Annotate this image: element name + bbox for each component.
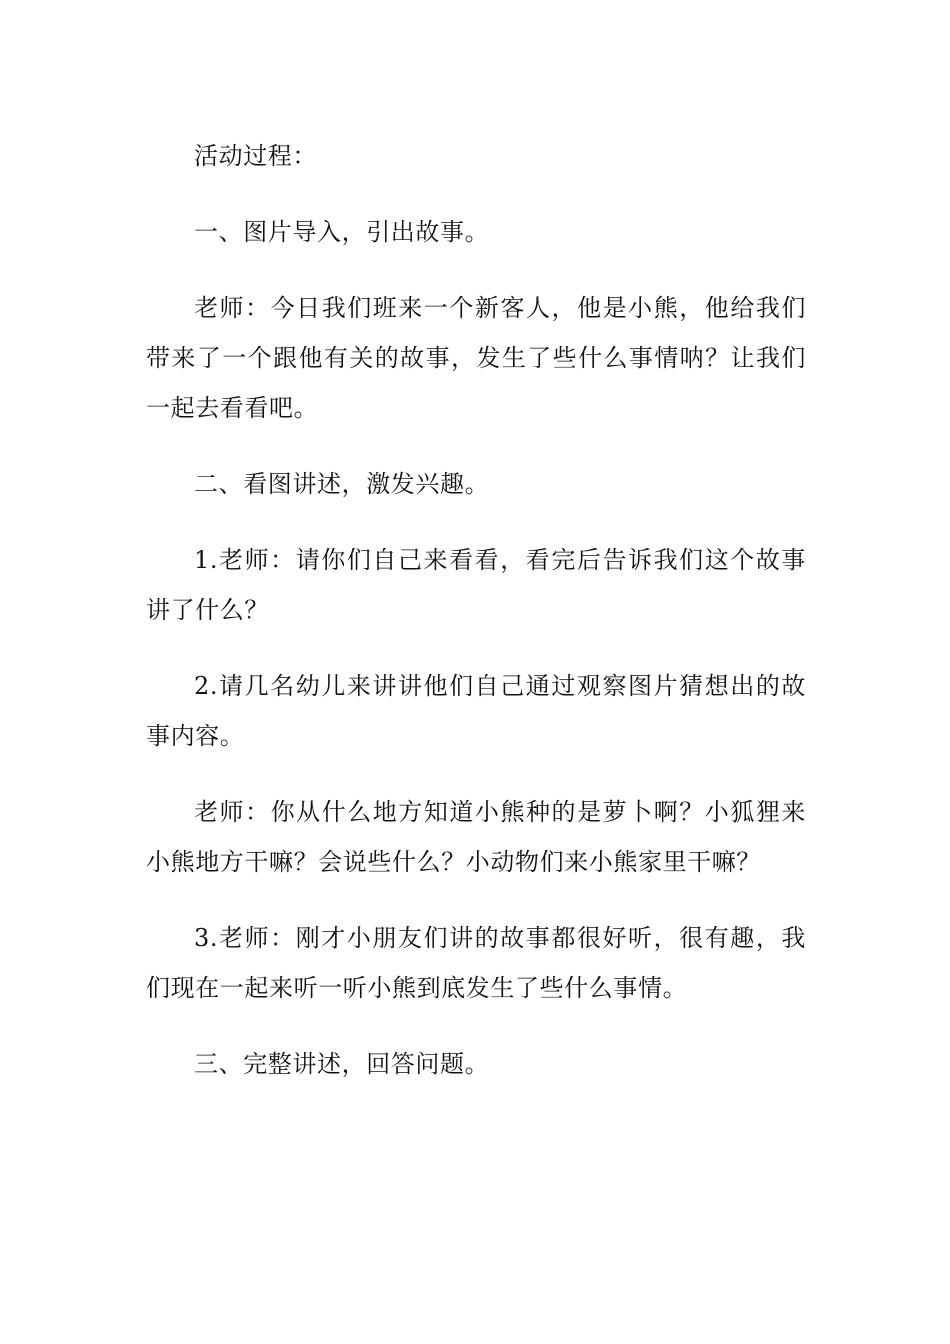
paragraph-teacher-questions: 老师：你从什么地方知道小熊种的是萝卜啊？小狐狸来小熊地方干嘛？会说些什么？小动物们来小熊家里干嘛？ [146,798,806,876]
document-body [146,131,806,1089]
paragraph-step-3: 3.老师：刚才小朋友们讲的故事都很好听，很有趣，我们现在一起来听一听小熊到底发生了些什么事情。 [146,924,806,1002]
section-heading-activity-process: 活动过程： [194,142,317,170]
paragraph-step-2: 2.请几名幼儿来讲讲他们自己通过观察图片猜想出的故事内容。 [146,672,806,750]
paragraph-step-1: 1.老师：请你们自己来看看，看完后告诉我们这个故事讲了什么？ [146,546,806,624]
paragraph-teacher-intro: 老师：今日我们班来一个新客人，他是小熊，他给我们带来了一个跟他有关的故事，发生了些什么事情呐？让我们一起去看看吧。 [146,294,806,422]
section-heading-two: 二、看图讲述，激发兴趣。 [194,470,490,498]
section-heading-three: 三、完整讲述，回答问题。 [194,1050,490,1078]
section-heading-one: 一、图片导入，引出故事。 [194,218,490,246]
